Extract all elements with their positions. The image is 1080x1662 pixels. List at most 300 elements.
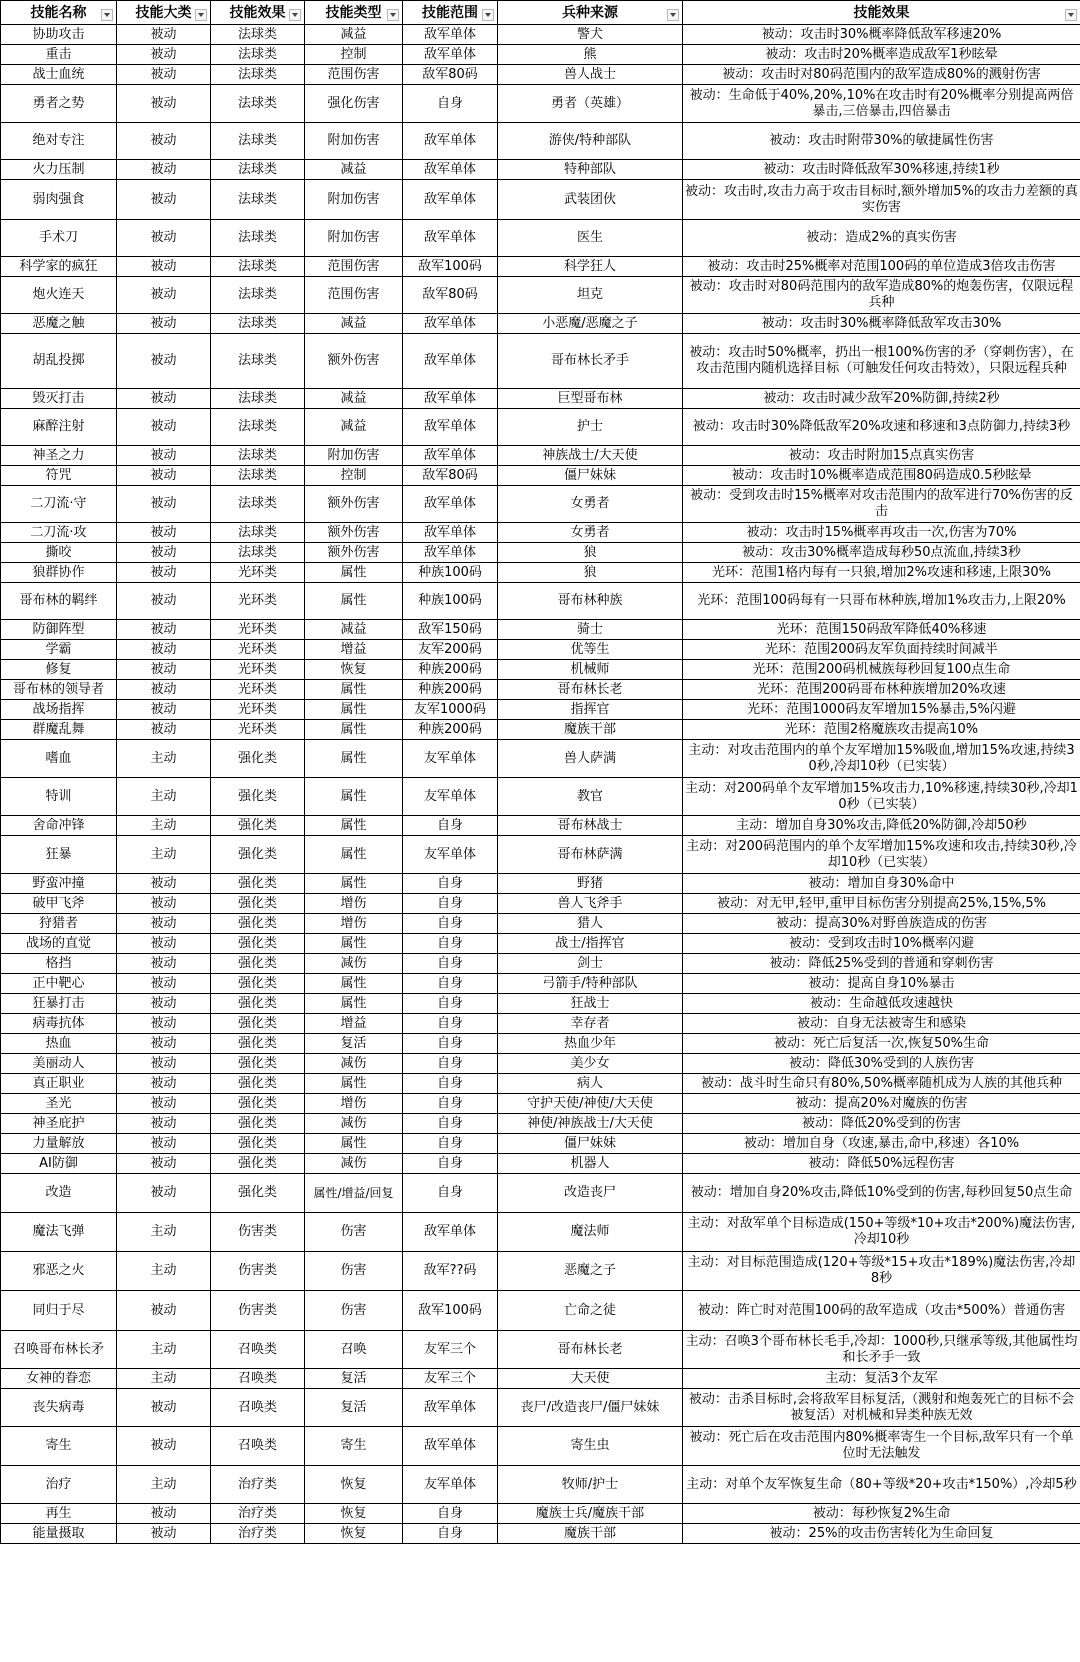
cell-skill-effect-desc: 被动：增加自身（攻速,暴击,命中,移速）各10%: [683, 1134, 1080, 1154]
cell-skill-effect-class: 光环类: [211, 620, 305, 640]
cell-unit-source: 机器人: [498, 1154, 683, 1174]
cell-skill-effect-class: 治疗类: [211, 1524, 305, 1544]
table-row: [1, 277, 1080, 314]
cell-skill-category: 被动: [117, 874, 211, 894]
cell-skill-effect-class: 强化类: [211, 954, 305, 974]
cell-skill-range: 友军200码: [403, 640, 498, 660]
cell-skill-effect-desc: 光环：范围200码友军负面持续时间减半: [683, 640, 1080, 660]
cell-skill-effect-desc: 主动：召唤3个哥布林长毛手,冷却：1000秒,只继承等级,其他属性均和长矛手一致: [683, 1331, 1080, 1369]
cell-skill-effect-class: 法球类: [211, 334, 305, 389]
cell-skill-effect-class: 法球类: [211, 389, 305, 409]
cell-skill-range: 友军单体: [403, 740, 498, 778]
table-row: [1, 1524, 1080, 1544]
table-row: [1, 1213, 1080, 1252]
cell-skill-category: 被动: [117, 1134, 211, 1154]
cell-skill-range: 敌军100码: [403, 257, 498, 277]
cell-unit-source: 神族战士/大天使: [498, 446, 683, 466]
cell-skill-type: 伤害: [305, 1213, 403, 1252]
cell-skill-category: 被动: [117, 85, 211, 123]
cell-skill-category: 被动: [117, 65, 211, 85]
cell-skill-range: 敌军单体: [403, 123, 498, 160]
cell-skill-effect-class: 强化类: [211, 994, 305, 1014]
cell-skill-name: AI防御: [1, 1154, 117, 1174]
cell-skill-category: 被动: [117, 1291, 211, 1331]
cell-skill-range: 敌军80码: [403, 65, 498, 85]
cell-skill-name: 麻醉注射: [1, 409, 117, 446]
filter-dropdown-icon[interactable]: [101, 9, 113, 21]
header-skill-type: 技能类型: [305, 1, 403, 25]
cell-skill-name: 狂暴: [1, 836, 117, 874]
cell-skill-name: 手术刀: [1, 220, 117, 257]
cell-skill-name: 神圣庇护: [1, 1114, 117, 1134]
cell-skill-type: 复活: [305, 1389, 403, 1427]
cell-skill-effect-desc: 被动：生命越低攻速越快: [683, 994, 1080, 1014]
cell-unit-source: 哥布林长老: [498, 680, 683, 700]
cell-skill-name: 重击: [1, 45, 117, 65]
cell-skill-effect-desc: 主动：对攻击范围内的单个友军增加15%吸血,增加15%攻速,持续30秒,冷却10秒（已实装）: [683, 740, 1080, 778]
cell-skill-effect-desc: 被动：对无甲,轻甲,重甲目标伤害分别提高25%,15%,5%: [683, 894, 1080, 914]
cell-unit-source: 神使/神族战士/大天使: [498, 1114, 683, 1134]
table-row: [1, 123, 1080, 160]
cell-skill-range: 自身: [403, 994, 498, 1014]
cell-skill-range: 自身: [403, 1074, 498, 1094]
cell-skill-range: 敌军单体: [403, 1427, 498, 1466]
cell-skill-name: 撕咬: [1, 543, 117, 563]
cell-skill-effect-desc: 光环：范围2格魔族攻击提高10%: [683, 720, 1080, 740]
cell-skill-effect-class: 法球类: [211, 65, 305, 85]
cell-skill-effect-desc: 被动：受到攻击时10%概率闪避: [683, 934, 1080, 954]
cell-skill-effect-desc: 被动：增加自身20%攻击,降低10%受到的伤害,每秒回复50点生命: [683, 1174, 1080, 1213]
cell-skill-category: 被动: [117, 314, 211, 334]
cell-skill-type: 增益: [305, 640, 403, 660]
cell-skill-effect-desc: 被动：每秒恢复2%生命: [683, 1504, 1080, 1524]
table-row: [1, 180, 1080, 220]
cell-skill-effect-class: 召唤类: [211, 1369, 305, 1389]
table-row: [1, 954, 1080, 974]
table-row: [1, 1114, 1080, 1134]
cell-skill-effect-desc: 被动：攻击时附加15点真实伤害: [683, 446, 1080, 466]
cell-unit-source: 牧师/护士: [498, 1466, 683, 1504]
filter-dropdown-icon[interactable]: [667, 9, 679, 21]
cell-skill-effect-class: 召唤类: [211, 1331, 305, 1369]
cell-skill-type: 复活: [305, 1034, 403, 1054]
cell-skill-name: 舍命冲锋: [1, 816, 117, 836]
cell-skill-name: 符咒: [1, 466, 117, 486]
filter-dropdown-icon[interactable]: [289, 9, 301, 21]
table-row: [1, 740, 1080, 778]
cell-skill-name: 胡乱投掷: [1, 334, 117, 389]
cell-skill-effect-class: 召唤类: [211, 1389, 305, 1427]
table-row: [1, 640, 1080, 660]
table-row: [1, 660, 1080, 680]
cell-skill-category: 被动: [117, 45, 211, 65]
cell-skill-effect-class: 强化类: [211, 974, 305, 994]
cell-skill-category: 被动: [117, 680, 211, 700]
cell-skill-range: 自身: [403, 934, 498, 954]
cell-skill-effect-class: 伤害类: [211, 1252, 305, 1291]
cell-unit-source: 剑士: [498, 954, 683, 974]
header-skill-effect-desc: 技能效果: [683, 1, 1080, 25]
cell-skill-effect-desc: 被动：战斗时生命只有80%,50%概率随机成为人族的其他兵种: [683, 1074, 1080, 1094]
cell-skill-category: 被动: [117, 160, 211, 180]
cell-skill-effect-class: 强化类: [211, 874, 305, 894]
cell-unit-source: 指挥官: [498, 700, 683, 720]
cell-skill-type: 属性: [305, 1134, 403, 1154]
cell-skill-category: 被动: [117, 25, 211, 45]
cell-skill-effect-desc: 被动：受到攻击时15%概率对攻击范围内的敌军进行70%伤害的反击: [683, 486, 1080, 523]
cell-skill-effect-class: 强化类: [211, 836, 305, 874]
cell-skill-name: 寄生: [1, 1427, 117, 1466]
cell-skill-effect-desc: 被动：降低30%受到的人族伤害: [683, 1054, 1080, 1074]
cell-skill-category: 被动: [117, 1014, 211, 1034]
cell-skill-effect-desc: 光环：范围1000码友军增加15%暴击,5%闪避: [683, 700, 1080, 720]
filter-dropdown-icon[interactable]: [482, 9, 494, 21]
cell-unit-source: 哥布林长矛手: [498, 334, 683, 389]
cell-skill-type: 恢复: [305, 1504, 403, 1524]
cell-skill-range: 种族200码: [403, 720, 498, 740]
cell-skill-name: 二刀流·守: [1, 486, 117, 523]
table-row: [1, 620, 1080, 640]
cell-skill-name: 神圣之力: [1, 446, 117, 466]
cell-skill-effect-desc: 被动：攻击时25%概率对范围100码的单位造成3倍攻击伤害: [683, 257, 1080, 277]
cell-skill-effect-desc: 被动：攻击时20%概率造成敌军1秒眩晕: [683, 45, 1080, 65]
cell-unit-source: 勇者（英雄）: [498, 85, 683, 123]
cell-unit-source: 狼: [498, 543, 683, 563]
cell-skill-effect-class: 伤害类: [211, 1291, 305, 1331]
cell-skill-name: 绝对专注: [1, 123, 117, 160]
cell-skill-effect-class: 强化类: [211, 1174, 305, 1213]
cell-skill-effect-class: 法球类: [211, 180, 305, 220]
table-row: [1, 314, 1080, 334]
cell-skill-category: 被动: [117, 1504, 211, 1524]
cell-skill-name: 嗜血: [1, 740, 117, 778]
cell-skill-range: 敌军80码: [403, 277, 498, 314]
cell-skill-range: 自身: [403, 954, 498, 974]
cell-skill-name: 勇者之势: [1, 85, 117, 123]
cell-skill-effect-desc: 光环：范围150码敌军降低40%移速: [683, 620, 1080, 640]
cell-skill-range: 敌军单体: [403, 314, 498, 334]
cell-skill-effect-class: 强化类: [211, 1094, 305, 1114]
cell-skill-name: 圣光: [1, 1094, 117, 1114]
cell-skill-effect-class: 强化类: [211, 1054, 305, 1074]
cell-unit-source: 骑士: [498, 620, 683, 640]
cell-skill-type: 范围伤害: [305, 257, 403, 277]
cell-skill-type: 减益: [305, 25, 403, 45]
cell-skill-type: 属性: [305, 583, 403, 620]
cell-skill-type: 属性: [305, 700, 403, 720]
cell-skill-effect-desc: 被动：攻击时10%概率造成范围80码造成0.5秒眩晕: [683, 466, 1080, 486]
cell-skill-type: 增益: [305, 1014, 403, 1034]
cell-skill-effect-desc: 被动：攻击时减少敌军20%防御,持续2秒: [683, 389, 1080, 409]
cell-skill-range: 敌军单体: [403, 25, 498, 45]
cell-skill-name: 战场指挥: [1, 700, 117, 720]
cell-unit-source: 狂战士: [498, 994, 683, 1014]
cell-skill-type: 召唤: [305, 1331, 403, 1369]
cell-skill-range: 敌军单体: [403, 220, 498, 257]
cell-skill-range: 敌军单体: [403, 334, 498, 389]
cell-skill-effect-class: 光环类: [211, 640, 305, 660]
cell-skill-range: 种族100码: [403, 563, 498, 583]
cell-skill-effect-desc: 被动：攻击时附带30%的敏捷属性伤害: [683, 123, 1080, 160]
table-row: [1, 1466, 1080, 1504]
cell-skill-effect-class: 强化类: [211, 778, 305, 816]
cell-skill-category: 被动: [117, 257, 211, 277]
cell-skill-effect-class: 光环类: [211, 660, 305, 680]
cell-skill-type: 属性: [305, 740, 403, 778]
cell-skill-effect-class: 强化类: [211, 1154, 305, 1174]
cell-unit-source: 兽人战士: [498, 65, 683, 85]
cell-skill-type: 属性: [305, 1074, 403, 1094]
cell-skill-category: 被动: [117, 1154, 211, 1174]
cell-skill-effect-class: 强化类: [211, 934, 305, 954]
cell-skill-effect-class: 强化类: [211, 1034, 305, 1054]
cell-skill-type: 增伤: [305, 914, 403, 934]
cell-skill-name: 热血: [1, 1034, 117, 1054]
cell-skill-type: 属性: [305, 816, 403, 836]
cell-unit-source: 丧尸/改造丧尸/僵尸妹妹: [498, 1389, 683, 1427]
table-row: [1, 543, 1080, 563]
table-row: [1, 25, 1080, 45]
cell-skill-range: 敌军单体: [403, 523, 498, 543]
cell-skill-effect-desc: 被动：降低50%远程伤害: [683, 1154, 1080, 1174]
cell-skill-name: 女神的眷恋: [1, 1369, 117, 1389]
cell-skill-effect-class: 光环类: [211, 563, 305, 583]
cell-skill-type: 寄生: [305, 1427, 403, 1466]
cell-unit-source: 女勇者: [498, 486, 683, 523]
cell-unit-source: 守护天使/神使/大天使: [498, 1094, 683, 1114]
cell-skill-range: 自身: [403, 816, 498, 836]
cell-skill-range: 自身: [403, 1154, 498, 1174]
header-unit-source: 兵种来源: [498, 1, 683, 25]
cell-skill-category: 被动: [117, 1054, 211, 1074]
cell-unit-source: 狼: [498, 563, 683, 583]
cell-skill-range: 种族200码: [403, 680, 498, 700]
table-row: [1, 486, 1080, 523]
cell-skill-name: 战士血统: [1, 65, 117, 85]
cell-skill-category: 被动: [117, 1174, 211, 1213]
cell-skill-type: 增伤: [305, 1094, 403, 1114]
cell-skill-effect-desc: 被动：自身无法被寄生和感染: [683, 1014, 1080, 1034]
table-row: [1, 914, 1080, 934]
cell-unit-source: 改造丧尸: [498, 1174, 683, 1213]
cell-skill-effect-class: 法球类: [211, 409, 305, 446]
cell-skill-name: 狂暴打击: [1, 994, 117, 1014]
cell-skill-range: 友军单体: [403, 778, 498, 816]
table-row: [1, 1174, 1080, 1213]
cell-skill-name: 科学家的疯狂: [1, 257, 117, 277]
cell-unit-source: 寄生虫: [498, 1427, 683, 1466]
cell-skill-type: 属性: [305, 778, 403, 816]
cell-skill-name: 群魔乱舞: [1, 720, 117, 740]
cell-skill-category: 主动: [117, 1213, 211, 1252]
cell-skill-effect-desc: 被动：降低20%受到的伤害: [683, 1114, 1080, 1134]
table-row: [1, 1154, 1080, 1174]
cell-skill-range: 敌军单体: [403, 45, 498, 65]
cell-unit-source: 野猪: [498, 874, 683, 894]
cell-skill-category: 被动: [117, 466, 211, 486]
cell-skill-range: 友军1000码: [403, 700, 498, 720]
cell-skill-effect-class: 光环类: [211, 680, 305, 700]
cell-skill-category: 被动: [117, 563, 211, 583]
cell-skill-name: 弱肉强食: [1, 180, 117, 220]
cell-skill-category: 被动: [117, 1094, 211, 1114]
cell-skill-type: 恢复: [305, 1466, 403, 1504]
cell-skill-category: 被动: [117, 894, 211, 914]
cell-skill-category: 被动: [117, 277, 211, 314]
cell-unit-source: 机械师: [498, 660, 683, 680]
cell-unit-source: 魔法师: [498, 1213, 683, 1252]
cell-unit-source: 亡命之徒: [498, 1291, 683, 1331]
cell-unit-source: 教官: [498, 778, 683, 816]
cell-skill-type: 减益: [305, 160, 403, 180]
cell-skill-effect-desc: 被动：提高30%对野兽族造成的伤害: [683, 914, 1080, 934]
cell-skill-effect-class: 强化类: [211, 914, 305, 934]
cell-skill-effect-desc: 被动：攻击时对80码范围内的敌军造成80%的溅射伤害: [683, 65, 1080, 85]
cell-skill-effect-desc: 被动：攻击时降低敌军30%移速,持续1秒: [683, 160, 1080, 180]
cell-skill-effect-desc: 被动：攻击30%概率造成每秒50点流血,持续3秒: [683, 543, 1080, 563]
cell-unit-source: 魔族干部: [498, 720, 683, 740]
cell-skill-type: 附加伤害: [305, 446, 403, 466]
table-row: [1, 778, 1080, 816]
cell-skill-category: 被动: [117, 123, 211, 160]
cell-skill-effect-desc: 被动：生命低于40%,20%,10%在攻击时有20%概率分别提高两倍暴击,三倍暴击,四倍暴击: [683, 85, 1080, 123]
cell-skill-effect-desc: 被动：造成2%的真实伤害: [683, 220, 1080, 257]
cell-skill-type: 额外伤害: [305, 543, 403, 563]
cell-skill-category: 主动: [117, 816, 211, 836]
cell-unit-source: 优等生: [498, 640, 683, 660]
cell-skill-name: 魔法飞弹: [1, 1213, 117, 1252]
cell-skill-effect-desc: 主动：对目标范围造成(120+等级*15+攻击*189%)魔法伤害,冷却8秒: [683, 1252, 1080, 1291]
cell-skill-effect-desc: 被动：死亡后在攻击范围内80%概率寄生一个目标,敌军只有一个单位时无法触发: [683, 1427, 1080, 1466]
cell-skill-effect-class: 强化类: [211, 1074, 305, 1094]
cell-skill-range: 自身: [403, 894, 498, 914]
cell-skill-name: 治疗: [1, 1466, 117, 1504]
cell-skill-name: 召唤哥布林长矛: [1, 1331, 117, 1369]
table-row: [1, 257, 1080, 277]
cell-skill-effect-class: 法球类: [211, 523, 305, 543]
cell-skill-type: 减益: [305, 409, 403, 446]
cell-skill-category: 被动: [117, 1034, 211, 1054]
cell-skill-type: 额外伤害: [305, 486, 403, 523]
table-row: [1, 700, 1080, 720]
cell-skill-range: 自身: [403, 874, 498, 894]
cell-skill-category: 被动: [117, 720, 211, 740]
cell-skill-type: 属性/增益/回复: [305, 1174, 403, 1213]
cell-skill-effect-class: 强化类: [211, 1114, 305, 1134]
cell-skill-effect-desc: 主动：增加自身30%攻击,降低20%防御,冷却50秒: [683, 816, 1080, 836]
cell-skill-range: 自身: [403, 1114, 498, 1134]
cell-skill-category: 被动: [117, 334, 211, 389]
cell-skill-name: 美丽动人: [1, 1054, 117, 1074]
cell-skill-effect-desc: 主动：对单个友军恢复生命（80+等级*20+攻击*150%）,冷却5秒: [683, 1466, 1080, 1504]
cell-skill-effect-desc: 主动：对200码范围内的单个友军增加15%攻速和攻击,持续30秒,冷却10秒（已实装）: [683, 836, 1080, 874]
cell-skill-type: 属性: [305, 994, 403, 1014]
cell-skill-effect-class: 法球类: [211, 486, 305, 523]
table-row: [1, 1094, 1080, 1114]
cell-skill-effect-class: 召唤类: [211, 1427, 305, 1466]
cell-skill-effect-class: 法球类: [211, 314, 305, 334]
cell-skill-name: 火力压制: [1, 160, 117, 180]
cell-skill-range: 自身: [403, 914, 498, 934]
cell-skill-range: 敌军单体: [403, 180, 498, 220]
cell-skill-effect-desc: 主动：对200码单个友军增加15%攻击力,10%移速,持续30秒,冷却10秒（已实装）: [683, 778, 1080, 816]
cell-unit-source: 热血少年: [498, 1034, 683, 1054]
cell-unit-source: 武装团伙: [498, 180, 683, 220]
cell-skill-effect-class: 强化类: [211, 894, 305, 914]
cell-skill-type: 额外伤害: [305, 334, 403, 389]
table-row: [1, 65, 1080, 85]
table-row: [1, 583, 1080, 620]
cell-skill-category: 主动: [117, 1252, 211, 1291]
filter-dropdown-icon[interactable]: [387, 9, 399, 21]
table-row: [1, 816, 1080, 836]
cell-skill-category: 被动: [117, 523, 211, 543]
cell-skill-range: 敌军单体: [403, 389, 498, 409]
cell-skill-name: 修复: [1, 660, 117, 680]
cell-skill-range: 敌军100码: [403, 1291, 498, 1331]
cell-skill-effect-desc: 光环：范围100码每有一只哥布林种族,增加1%攻击力,上限20%: [683, 583, 1080, 620]
cell-skill-name: 狩猎者: [1, 914, 117, 934]
filter-dropdown-icon[interactable]: [195, 9, 207, 21]
cell-skill-category: 被动: [117, 486, 211, 523]
table-row: [1, 1252, 1080, 1291]
table-row: [1, 409, 1080, 446]
cell-skill-effect-desc: 被动：提高20%对魔族的伤害: [683, 1094, 1080, 1114]
cell-skill-effect-class: 法球类: [211, 160, 305, 180]
cell-skill-type: 伤害: [305, 1291, 403, 1331]
cell-skill-range: 敌军单体: [403, 543, 498, 563]
cell-skill-name: 再生: [1, 1504, 117, 1524]
cell-skill-range: 敌军??码: [403, 1252, 498, 1291]
cell-skill-type: 复活: [305, 1369, 403, 1389]
cell-skill-range: 自身: [403, 1094, 498, 1114]
table-row: [1, 680, 1080, 700]
cell-skill-category: 被动: [117, 660, 211, 680]
cell-skill-name: 协助攻击: [1, 25, 117, 45]
cell-skill-type: 属性: [305, 680, 403, 700]
cell-skill-effect-class: 治疗类: [211, 1504, 305, 1524]
table-row: [1, 1389, 1080, 1427]
cell-skill-range: 敌军80码: [403, 466, 498, 486]
cell-skill-category: 被动: [117, 1427, 211, 1466]
cell-unit-source: 病人: [498, 1074, 683, 1094]
cell-skill-effect-class: 法球类: [211, 45, 305, 65]
cell-skill-effect-desc: 主动：对敌军单个目标造成(150+等级*10+攻击*200%)魔法伤害,冷却10秒: [683, 1213, 1080, 1252]
cell-skill-name: 哥布林的羁绊: [1, 583, 117, 620]
table-row: [1, 1054, 1080, 1074]
cell-skill-effect-desc: 被动：死亡后复活一次,恢复50%生命: [683, 1034, 1080, 1054]
cell-unit-source: 游侠/特种部队: [498, 123, 683, 160]
cell-skill-name: 破甲飞斧: [1, 894, 117, 914]
cell-skill-effect-class: 光环类: [211, 583, 305, 620]
cell-skill-category: 被动: [117, 1074, 211, 1094]
cell-skill-range: 敌军单体: [403, 1389, 498, 1427]
cell-skill-type: 控制: [305, 466, 403, 486]
cell-skill-category: 被动: [117, 1389, 211, 1427]
cell-skill-category: 被动: [117, 220, 211, 257]
cell-skill-range: 友军单体: [403, 836, 498, 874]
cell-skill-category: 被动: [117, 994, 211, 1014]
table-row: [1, 523, 1080, 543]
cell-skill-category: 被动: [117, 640, 211, 660]
filter-dropdown-icon[interactable]: [1065, 9, 1077, 21]
table-row: [1, 1504, 1080, 1524]
cell-skill-type: 减益: [305, 314, 403, 334]
cell-skill-name: 力量解放: [1, 1134, 117, 1154]
cell-skill-effect-class: 法球类: [211, 85, 305, 123]
cell-unit-source: 美少女: [498, 1054, 683, 1074]
cell-skill-effect-desc: 光环：范围200码机械族每秒回复100点生命: [683, 660, 1080, 680]
